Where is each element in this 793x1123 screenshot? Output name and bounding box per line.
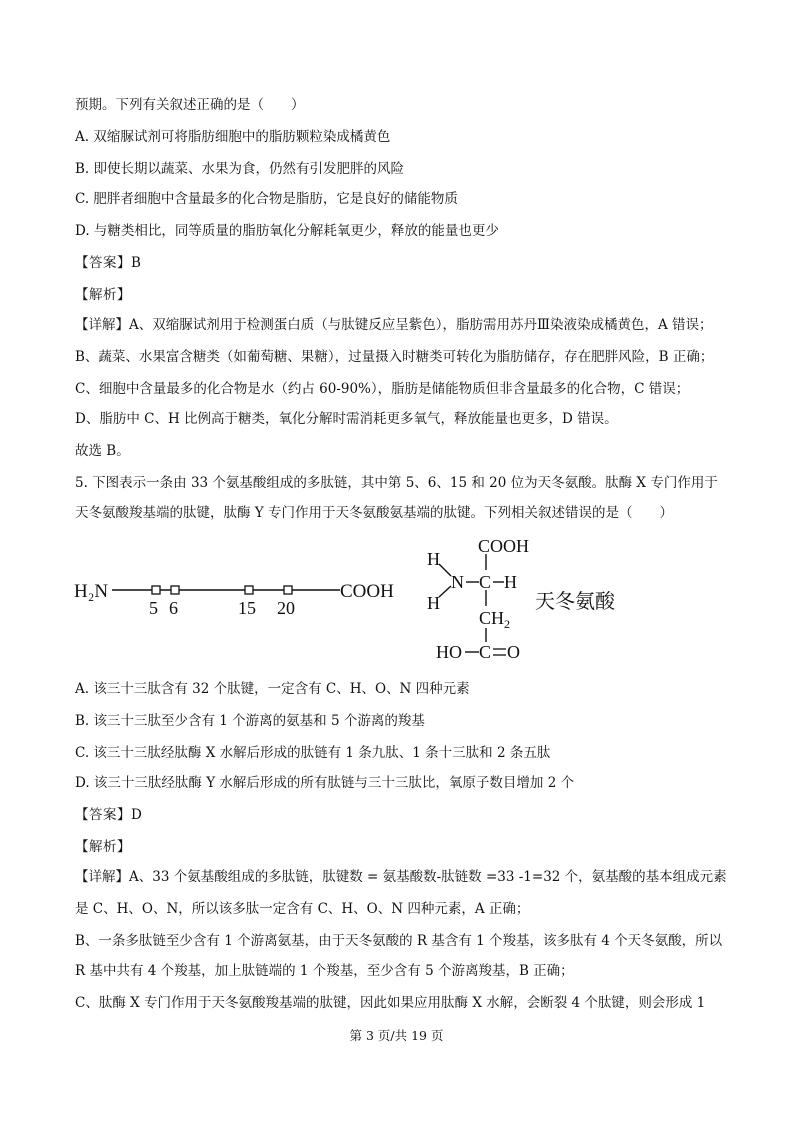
- q5-detail-line: R 基中共有 4 个羧基，加上肽链端的 1 个羧基，至少含有 5 个游离羧基，B 正确；: [75, 963, 574, 979]
- q5-detail-line: B、一条多肽链至少含有 1 个游离氨基，由于天冬氨酸的 R 基含有 1 个羧基，该多肽有 4 个天冬氨酸，所以: [75, 933, 723, 949]
- q4-analysis-label: 【解析】: [75, 287, 131, 303]
- q5-analysis-label: 【解析】: [75, 839, 131, 855]
- chain-c-terminus: COOH: [340, 581, 394, 602]
- struct-c-carboxyl: C: [479, 642, 492, 662]
- struct-h-right: H: [504, 572, 517, 592]
- q5-detail-line: C、肽酶 X 专门作用于天冬氨酸羧基端的肽键，因此如果应用肽酶 X 水解，会断裂 4 个肽键，则会形成 1: [75, 995, 706, 1011]
- q4-option-b: B. 即使长期以蔬菜、水果为食，仍然有引发肥胖的风险: [75, 161, 405, 177]
- q5-stem-line: 5. 下图表示一条由 33 个氨基酸组成的多肽链，其中第 5、6、15 和 20 位为天冬氨酸。肽酶 X 专门作用于: [75, 475, 718, 491]
- page-footer: 第 3 页/共 19 页: [349, 1028, 444, 1043]
- bond-line: [439, 564, 451, 576]
- position-label: 20: [277, 598, 295, 618]
- struct-ch2: $CH_2$: [479, 608, 511, 631]
- position-label: 6: [169, 598, 178, 618]
- q4-option-c: C. 肥胖者细胞中含量最多的化合物是脂肪，它是良好的储能物质: [75, 191, 458, 207]
- struct-n: N: [451, 572, 464, 592]
- position-label: 15: [238, 598, 256, 618]
- q4-detail-line: C、细胞中含量最多的化合物是水（约占 60-90%），脂肪是储能物质但非含量最多的化合物，C 错误；: [75, 381, 690, 397]
- struct-c-alpha: C: [479, 572, 492, 592]
- q4-detail-line: D、脂肪中 C、H 比例高于糖类，氧化分解时需消耗更多氧气，释放能量也更多，D 错误。: [75, 411, 618, 427]
- peptide-figure: [70, 530, 615, 670]
- q5-option-b: B. 该三十三肽至少含有 1 个游离的氨基和 5 个游离的羧基: [75, 713, 425, 729]
- q5-option-d: D. 该三十三肽经肽酶 Y 水解后形成的所有肽链与三十三肽比，氧原子数目增加 2 个: [75, 775, 575, 791]
- q5-option-a: A. 该三十三肽含有 32 个肽键，一定含有 C、H、O、N 四种元素: [75, 681, 470, 697]
- residue-box-20: [284, 586, 292, 594]
- q4-detail-line: 故选 B。: [75, 443, 130, 459]
- q5-answer: 【答案】D: [75, 807, 143, 823]
- struct-ho: HO: [436, 642, 462, 662]
- residue-box-5: [152, 586, 160, 594]
- struct-cooh: COOH: [478, 536, 530, 556]
- residue-box-15: [245, 586, 253, 594]
- q5-detail-line: 是 C、H、O、N，所以该多肽一定含有 C、H、O、N 四种元素，A 正确；: [75, 901, 530, 917]
- q5-detail-line: 【详解】A、33 个氨基酸组成的多肽链，肽键数 = 氨基酸数-肽链数 =33 -1=32 个，氨基酸的基本组成元素: [75, 869, 727, 885]
- aa-name-label: 天冬氨酸: [535, 591, 615, 613]
- q4-detail-line: B、蔬菜、水果富含糖类（如葡萄糖、果糖），过量摄入时糖类可转化为脂肪储存，存在肥胖风险，B 正确；: [75, 349, 714, 365]
- struct-o: O: [507, 642, 520, 662]
- q4-answer: 【答案】B: [75, 255, 142, 271]
- subscript-2: 2: [504, 617, 511, 631]
- chain-n-terminus: H₂N: [74, 581, 109, 602]
- q5-stem-line: 天冬氨酸羧基端的肽键，肽酶 Y 专门作用于天冬氨酸氨基端的肽键。下列相关叙述错误的是（ ）: [75, 505, 673, 521]
- q5-option-c: C. 该三十三肽经肽酶 X 水解后形成的肽链有 1 条九肽、1 条十三肽和 2 条五肽: [75, 745, 551, 761]
- q4-option-d: D. 与糖类相比，同等质量的脂肪氧化分解耗氧更少，释放的能量也更少: [75, 223, 499, 239]
- q4-option-a: A. 双缩脲试剂可将脂肪细胞中的脂肪颗粒染成橘黄色: [75, 129, 391, 145]
- q4-stem-end: 预期。下列有关叙述正确的是（ ）: [75, 97, 305, 113]
- position-label: 5: [149, 598, 158, 618]
- residue-box-6: [171, 586, 179, 594]
- q4-detail-line: 【详解】A、双缩脲试剂用于检测蛋白质（与肽键反应呈紫色），脂肪需用苏丹Ⅲ染液染成橘黄色，A 错误；: [75, 317, 713, 333]
- struct-h-bottom: H: [427, 593, 440, 613]
- struct-h-top: H: [427, 549, 440, 569]
- bond-line: [439, 586, 451, 597]
